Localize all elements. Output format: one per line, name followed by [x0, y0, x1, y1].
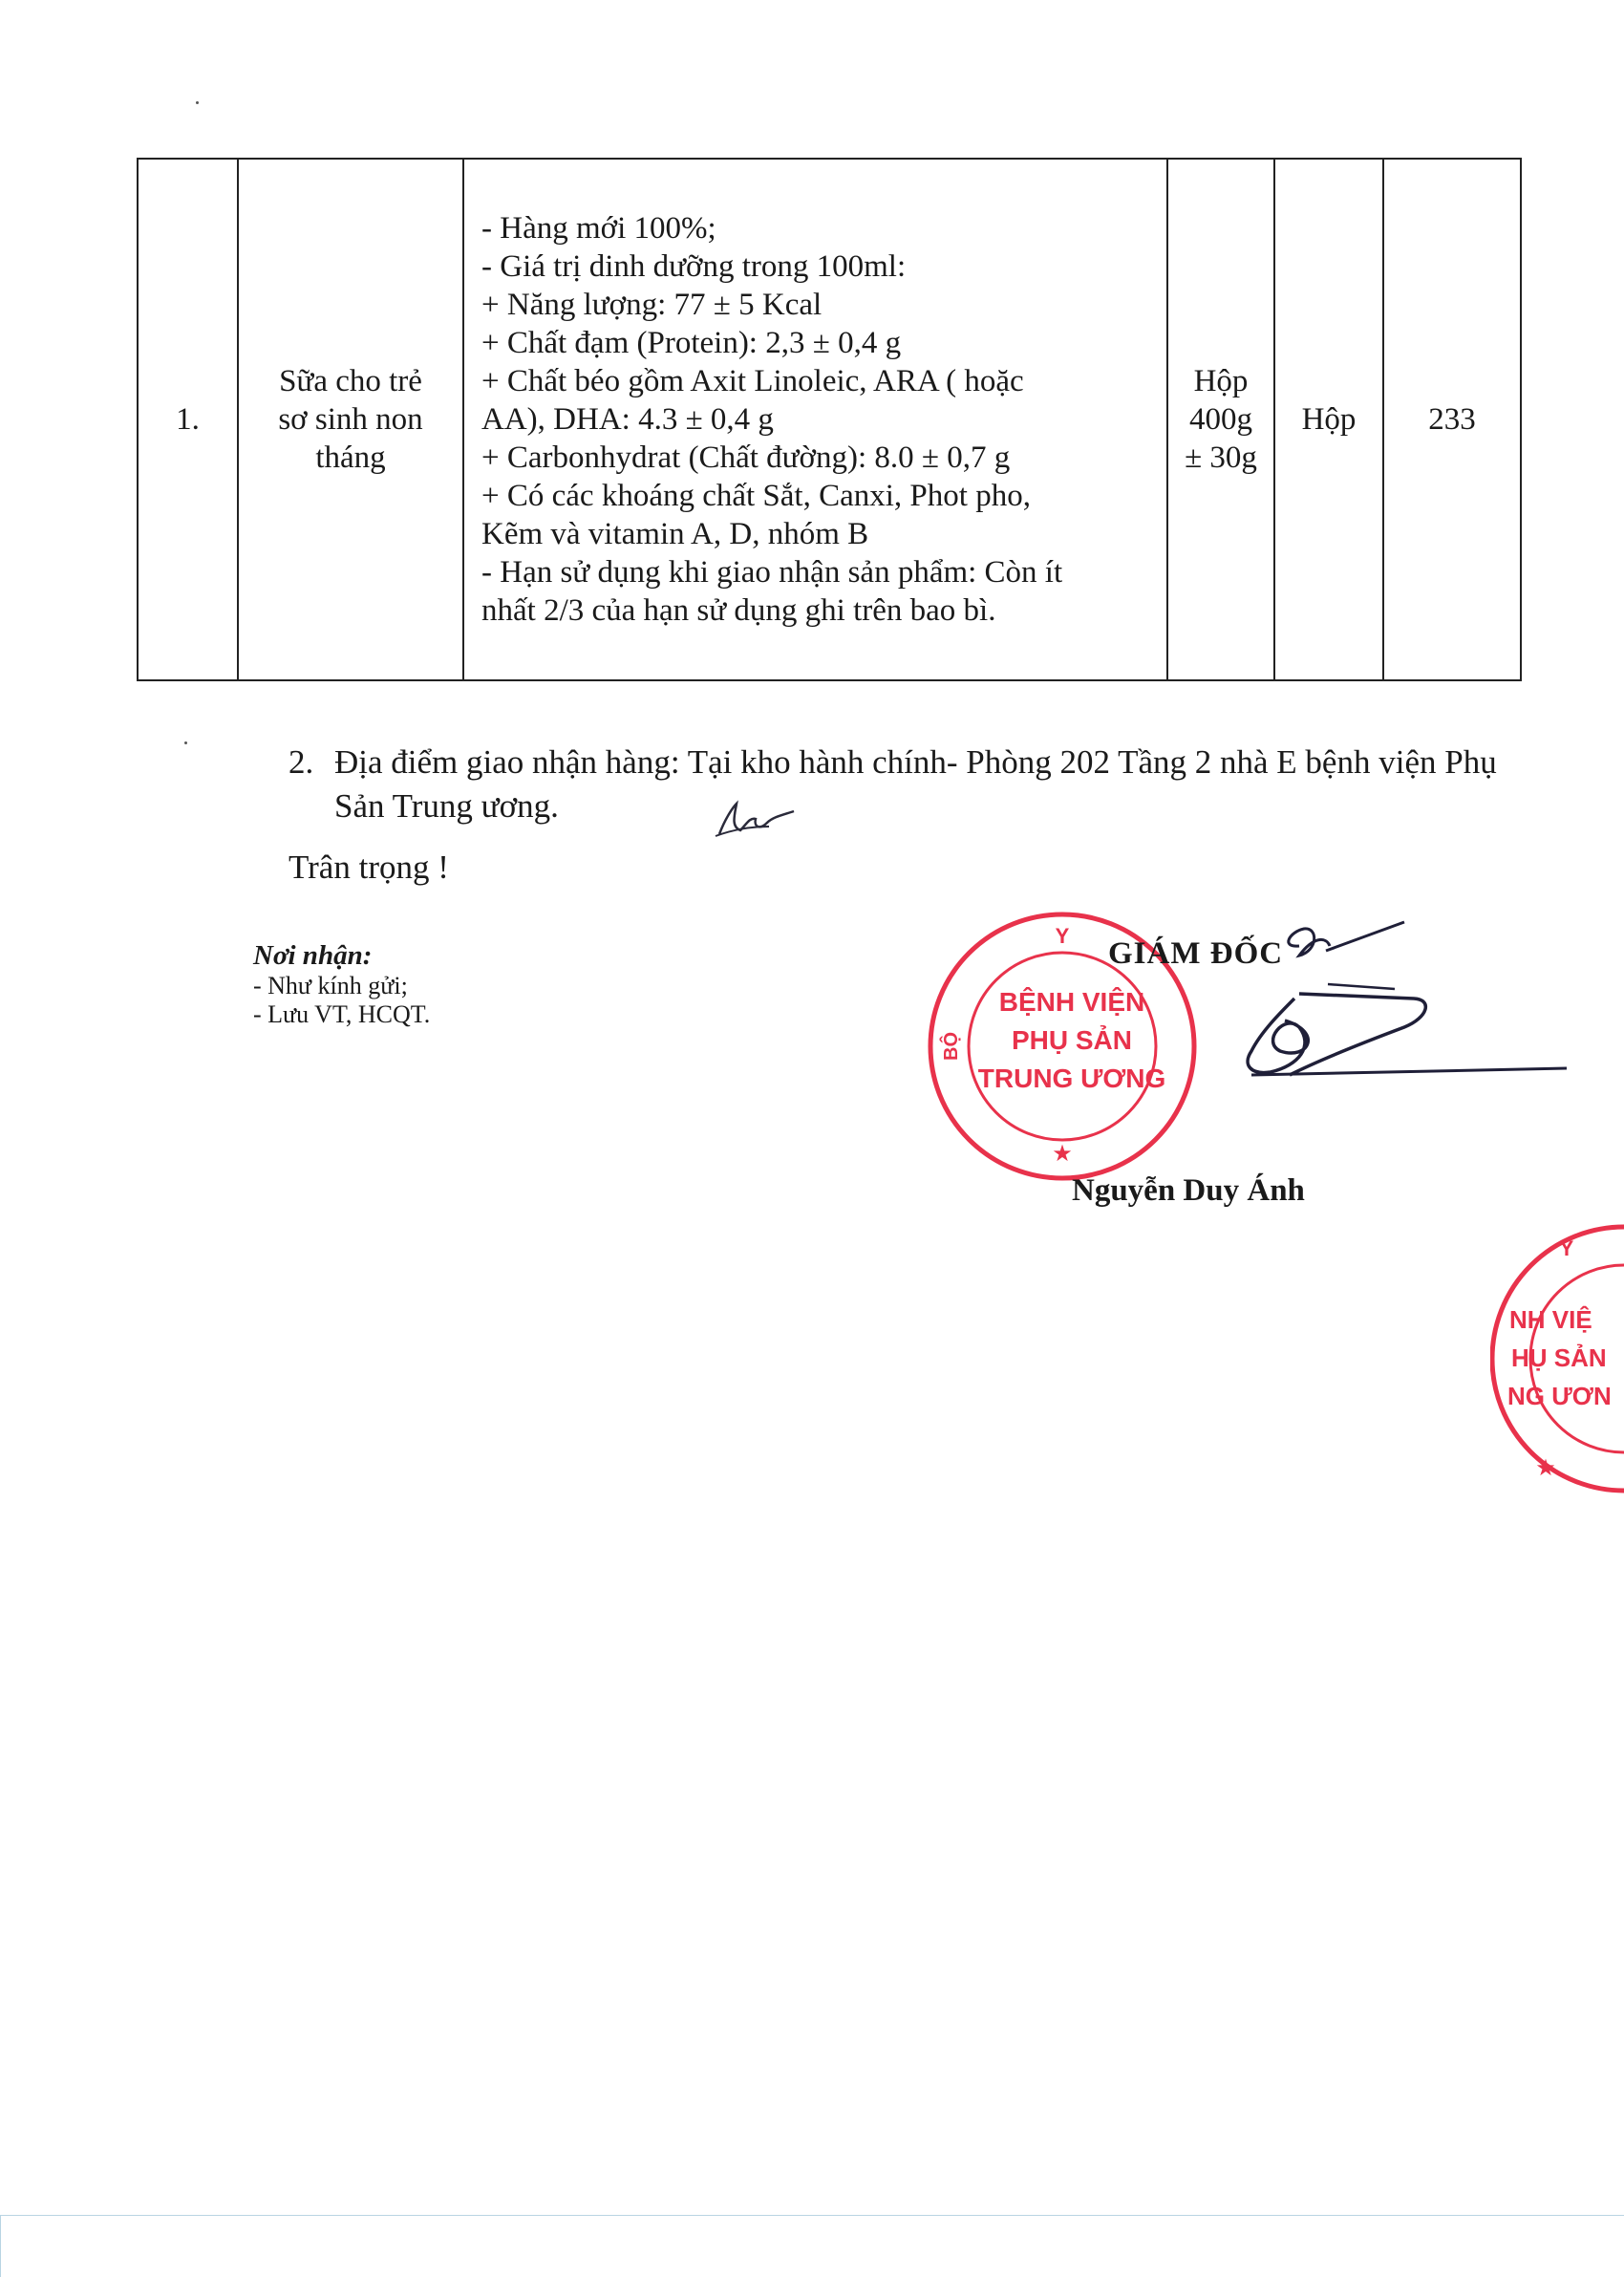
partial-seal-icon: [1490, 1215, 1624, 1502]
package-spec-line: Hộp: [1193, 364, 1249, 398]
director-name: Nguyễn Duy Ánh: [1072, 1173, 1305, 1208]
description-line: - Hàng mới 100%;: [481, 211, 716, 246]
recipients-block: [253, 941, 430, 1029]
seal-top-letter: Y: [1559, 1236, 1574, 1260]
seal-star: ★: [1535, 1455, 1556, 1481]
seal-line: NH VIỆ: [1509, 1305, 1592, 1334]
seal-line: TRUNG ƯƠNG: [977, 1063, 1166, 1093]
seal-top-letter: Y: [1055, 924, 1070, 948]
quantity-cell: [1383, 159, 1521, 680]
product-name-line: tháng: [315, 440, 386, 475]
table-row: [138, 159, 1521, 680]
quantity-value: 233: [1428, 402, 1476, 437]
row-index-cell: [138, 159, 238, 680]
seal-star: ★: [1052, 1141, 1073, 1167]
scan-speck: [184, 741, 187, 744]
closing-text: Trân trọng !: [288, 849, 449, 886]
row-index: 1.: [176, 402, 200, 437]
seal-line: BỆNH VIỆN: [998, 987, 1145, 1017]
recipient-item: - Như kính gửi;: [253, 972, 408, 999]
description-line: nhất 2/3 của hạn sử dụng ghi trên bao bì.: [481, 593, 996, 628]
director-signature-icon: [1108, 908, 1567, 1128]
description-line: - Hạn sử dụng khi giao nhận sản phẩm: Còn ít: [481, 555, 1063, 590]
unit-cell: [1274, 159, 1383, 680]
seal-line: NG ƯƠN: [1507, 1382, 1612, 1410]
scan-edge-line: [0, 2215, 1, 2277]
description-line: + Chất béo gồm Axit Linoleic, ARA ( hoặc: [481, 364, 1024, 398]
scan-speck: [196, 101, 199, 104]
seal-line: PHỤ SẢN: [1011, 1025, 1133, 1055]
seal-line: HỤ SẢN: [1511, 1343, 1607, 1372]
product-name-cell: [238, 159, 463, 680]
item-number: 2.: [288, 743, 314, 781]
delivery-location-text: Địa điểm giao nhận hàng: Tại kho hành chính- Phòng 202 Tầng 2 nhà E bệnh viện Phụ Sản Trung ương.: [334, 743, 1497, 825]
director-title: GIÁM ĐỐC: [1108, 936, 1284, 971]
package-spec-line: 400g: [1189, 402, 1252, 437]
description-line: + Carbonhydrat (Chất đường): 8.0 ± 0,7 g: [481, 440, 1011, 475]
initials-signature-icon: [712, 798, 798, 846]
description-line: + Có các khoáng chất Sắt, Canxi, Phot pho,: [481, 479, 1031, 513]
recipients-heading: Nơi nhận:: [253, 940, 373, 971]
description-line: AA), DHA: 4.3 ± 0,4 g: [481, 402, 774, 437]
scan-edge-line: [0, 2215, 1624, 2216]
product-description-cell: [463, 159, 1167, 680]
description-line: - Giá trị dinh dưỡng trong 100ml:: [481, 249, 907, 284]
product-name-line: Sữa cho trẻ: [279, 364, 422, 398]
unit-value: Hộp: [1301, 402, 1357, 437]
package-spec-line: ± 30g: [1185, 440, 1257, 475]
description-line: + Năng lượng: 77 ± 5 Kcal: [481, 288, 823, 322]
product-spec-table: [137, 158, 1522, 681]
product-name-line: sơ sinh non: [278, 402, 423, 437]
description-line: + Chất đạm (Protein): 2,3 ± 0,4 g: [481, 326, 902, 360]
description-line: Kẽm và vitamin A, D, nhóm B: [481, 517, 869, 551]
recipient-item: - Lưu VT, HCQT.: [253, 1000, 431, 1028]
seal-side-text: BỘ: [941, 1032, 962, 1061]
package-spec-cell: [1167, 159, 1274, 680]
